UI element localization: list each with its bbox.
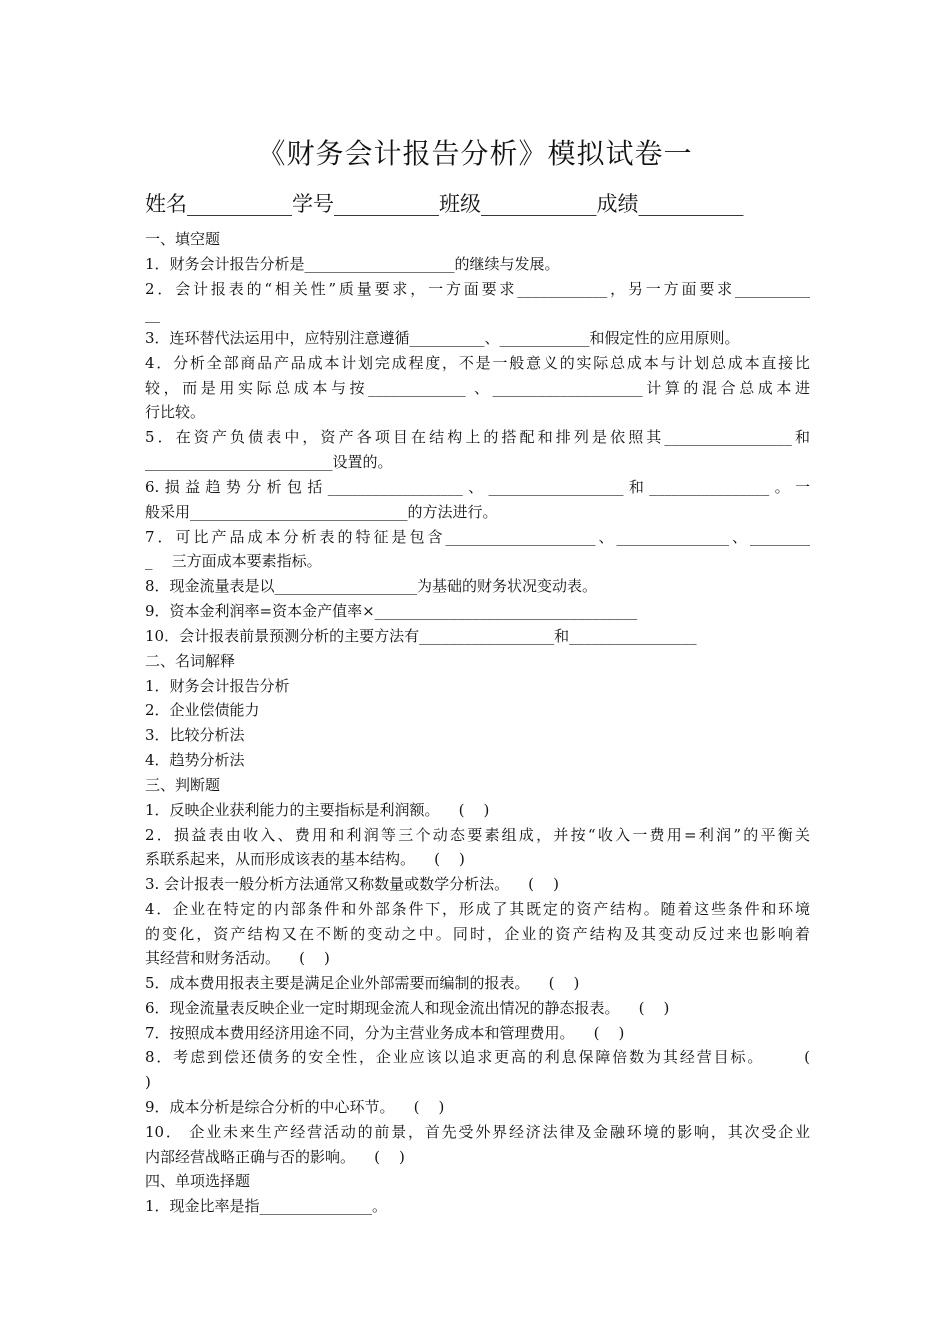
question-line: 行比较。 (145, 403, 206, 421)
question-line: 1．反映企业获利能力的主要指标是利润额。 ( ) (145, 801, 490, 819)
question-line: 3．比较分析法 (145, 726, 245, 744)
section-heading: 三、判断题 (145, 776, 221, 794)
question-line: 4．趋势分析法 (145, 751, 245, 769)
question-line: 4．分析全部商品产品成本计划完成程度，不是一般意义的实际总成本与计划总成本直接比 (145, 354, 810, 372)
section-heading: 四、单项选择题 (145, 1172, 251, 1190)
question-line: 9．成本分析是综合分析的中心环节。 ( ) (145, 1098, 445, 1116)
question-line: 较，而是用实际总成本与按_____________ 、____________________计算的混合总成本进 (145, 379, 810, 397)
question-line: 1．财务会计报告分析是____________________的继续与发展。 (145, 255, 560, 273)
question-line: 内部经营战略正确与否的影响。 ( ) (145, 1148, 405, 1166)
question-line: ) (145, 1073, 151, 1091)
question-line: 7．按照成本费用经济用途不同，分为主营业务成本和管理费用。 ( ) (145, 1024, 625, 1042)
section-heading: 一、填空题 (145, 230, 221, 248)
question-line: 5．在资产负债表中，资产各项目在结构上的搭配和排列是依照其_________________和 (145, 428, 810, 446)
question-line: 10． 企业未来生产经营活动的前景，首先受外界经济法律及金融环境的影响，其次受企业 (145, 1123, 810, 1141)
question-line: 8．考虑到偿还债务的安全性，企业应该以追求更高的利息保障倍数为其经营目标。 ( (145, 1048, 810, 1066)
question-line: 系联系起来，从而形成该表的基本结构。 ( ) (145, 850, 465, 868)
question-line: 1．财务会计报告分析 (145, 677, 290, 695)
question-line: 10．会计报表前景预测分析的主要方法有__________________和_________________ (145, 627, 697, 645)
question-line: 2．损益表由收入、费用和利润等三个动态要素组成，并按“收入一费用=利润”的平衡关 (145, 826, 810, 844)
question-line: 6.损益趋势分析包括__________________、__________________和________________。一 (145, 478, 810, 496)
question-line: 3. 会计报表一般分析方法通常又称数量或数学分析法。 ( ) (145, 875, 559, 893)
question-line: 4．企业在特定的内部条件和外部条件下，形成了其既定的资产结构。随着这些条件和环境 (145, 900, 810, 918)
question-line: 2．会计报表的“相关性”质量要求，一方面要求____________，另一方面要求__________ (145, 280, 810, 298)
question-line: 3．连环替代法运用中，应特别注意遵循__________、____________和假定性的应用原则。 (145, 329, 740, 347)
question-line: _ 三方面成本要素指标。 (145, 552, 322, 570)
question-line: 其经营和财务活动。 ( ) (145, 949, 330, 967)
student-info-line: 姓名__________学号__________班级___________成绩__________ (145, 192, 744, 216)
page-title: 《财务会计报告分析》模拟试卷一 (257, 137, 693, 170)
question-line: _________________________设置的。 (145, 453, 393, 471)
question-line: 9．资本金利润率=资本金产值率×___________________________________ (145, 602, 638, 620)
question-line: 7．可比产品成本分析表的特征是包含____________________、_______________、________ (145, 528, 810, 546)
question-line: 1．现金比率是指_______________。 (145, 1197, 388, 1215)
question-line: 6．现金流量表反映企业一定时期现金流人和现金流出情况的静态报表。 ( ) (145, 999, 670, 1017)
question-line: 5．成本费用报表主要是满足企业外部需要而编制的报表。 ( ) (145, 974, 580, 992)
question-line: 8．现金流量表是以___________________为基础的财务状况变动表。 (145, 577, 598, 595)
section-heading: 二、名词解释 (145, 652, 236, 670)
question-line: 般采用_____________________________的方法进行。 (145, 503, 498, 521)
question-line: 的变化，资产结构又在不断的变动之中。同时，企业的资产结构及其变动反过来也影响着 (145, 925, 810, 943)
question-line: __ (145, 305, 160, 323)
question-line: 2．企业偿债能力 (145, 701, 260, 719)
